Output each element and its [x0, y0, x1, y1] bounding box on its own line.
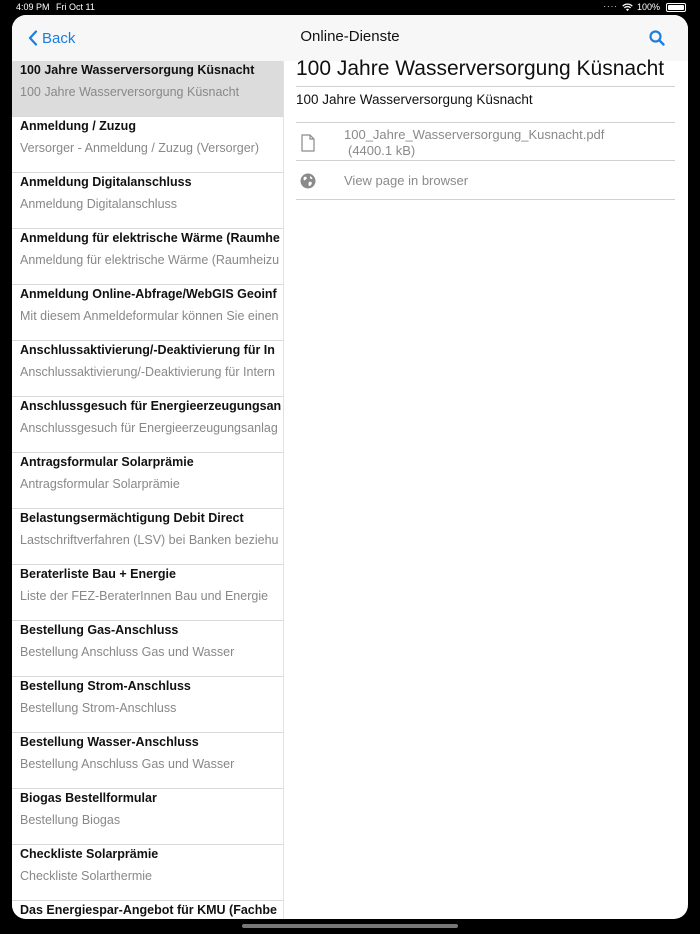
list-item-subtitle: Liste der FEZ-BeraterInnen Bau und Energie — [20, 589, 269, 603]
cellular-icon: ···· — [603, 2, 618, 11]
globe-icon — [300, 173, 316, 189]
list-item-subtitle: Antragsformular Solarprämie — [20, 477, 180, 491]
list-item[interactable] — [12, 397, 283, 453]
list-item[interactable] — [12, 901, 283, 919]
list-item-title: Checkliste Solarprämie — [20, 847, 159, 861]
list-item-title: 100 Jahre Wasserversorgung Küsnacht — [20, 63, 255, 77]
status-time: 4:09 PM — [16, 2, 50, 12]
list-item[interactable] — [12, 453, 283, 509]
list-item[interactable] — [12, 733, 283, 789]
list-item[interactable] — [12, 61, 283, 117]
document-icon — [300, 134, 316, 152]
list-item-title: Bestellung Wasser-Anschluss — [20, 735, 199, 749]
list-item[interactable] — [12, 285, 283, 341]
list-item-title: Anmeldung / Zuzug — [20, 119, 136, 133]
list-item[interactable] — [12, 173, 283, 229]
list-item-title: Anmeldung Digitalanschluss — [20, 175, 192, 189]
detail-subheading: 100 Jahre Wasserversorgung Küsnacht — [296, 92, 533, 107]
file-name: 100_Jahre_Wasserversorgung_Kusnacht.pdf — [344, 127, 605, 142]
divider — [296, 199, 675, 200]
list-item[interactable] — [12, 789, 283, 845]
status-bar — [0, 0, 700, 14]
view-in-browser-link[interactable] — [296, 161, 675, 199]
list-item-title: Anschlussgesuch für Energieerzeugungsan — [20, 399, 282, 413]
list-item-title: Bestellung Gas-Anschluss — [20, 623, 179, 637]
back-label: Back — [42, 29, 76, 47]
list-item-title: Anmeldung Online-Abfrage/WebGIS Geoinf — [20, 287, 277, 301]
battery-icon — [666, 3, 686, 12]
detail-pane — [296, 57, 676, 919]
search-icon[interactable] — [648, 29, 666, 47]
navigation-bar — [12, 15, 688, 61]
detail-heading: 100 Jahre Wasserversorgung Küsnacht — [296, 57, 665, 80]
list-item[interactable] — [12, 565, 283, 621]
status-indicators — [603, 0, 686, 14]
service-list[interactable] — [12, 61, 284, 919]
list-item-subtitle: 100 Jahre Wasserversorgung Küsnacht — [20, 85, 240, 99]
list-item-subtitle: Versorger - Anmeldung / Zuzug (Versorger) — [20, 141, 260, 155]
list-item-subtitle: Anmeldung für elektrische Wärme (Raumheizu — [20, 253, 280, 267]
list-item[interactable] — [12, 229, 283, 285]
list-item-subtitle: Bestellung Strom-Anschluss — [20, 701, 177, 715]
page-title: Online-Dienste — [300, 28, 400, 45]
list-item-subtitle: Checkliste Solarthermie — [20, 869, 152, 883]
list-item-title: Antragsformular Solarprämie — [20, 455, 194, 469]
list-item[interactable] — [12, 677, 283, 733]
list-item[interactable] — [12, 509, 283, 565]
file-size: (4400.1 kB) — [348, 143, 416, 158]
home-indicator[interactable] — [242, 924, 458, 928]
status-date: Fri Oct 11 — [56, 2, 95, 12]
list-item-title: Anschlussaktivierung/-Deaktivierung für In — [20, 343, 275, 357]
list-item-subtitle: Bestellung Anschluss Gas und Wasser — [20, 757, 235, 771]
list-item-title: Beraterliste Bau + Energie — [20, 567, 176, 581]
list-item[interactable] — [12, 117, 283, 173]
list-item-subtitle: Mit diesem Anmeldeformular können Sie einen — [20, 309, 279, 323]
list-item-title: Anmeldung für elektrische Wärme (Raumhe — [20, 231, 280, 245]
list-item[interactable] — [12, 341, 283, 397]
divider — [296, 86, 675, 87]
list-item[interactable] — [12, 845, 283, 901]
list-item-title: Belastungsermächtigung Debit Direct — [20, 511, 244, 525]
list-item-subtitle: Anschlussaktivierung/-Deaktivierung für Intern — [20, 365, 275, 379]
list-item-subtitle: Anschlussgesuch für Energieerzeugungsanlag — [20, 421, 278, 435]
wifi-icon — [622, 3, 633, 12]
list-item-title: Bestellung Strom-Anschluss — [20, 679, 191, 693]
list-item-subtitle: Bestellung Anschluss Gas und Wasser — [20, 645, 235, 659]
battery-percent: 100% — [636, 2, 660, 12]
list-item-title: Biogas Bestellformular — [20, 791, 157, 805]
list-item-subtitle: Anmeldung Digitalanschluss — [20, 197, 178, 211]
pdf-attachment-link[interactable] — [296, 123, 675, 160]
list-item-subtitle: Bestellung Biogas — [20, 813, 121, 827]
list-item[interactable] — [12, 621, 283, 677]
app-screen — [12, 15, 688, 919]
list-item-subtitle: Lastschriftverfahren (LSV) bei Banken beziehu — [20, 533, 279, 547]
list-item-title: Das Energiespar-Angebot für KMU (Fachbe — [20, 903, 277, 917]
view-in-browser-label: View page in browser — [344, 173, 469, 188]
